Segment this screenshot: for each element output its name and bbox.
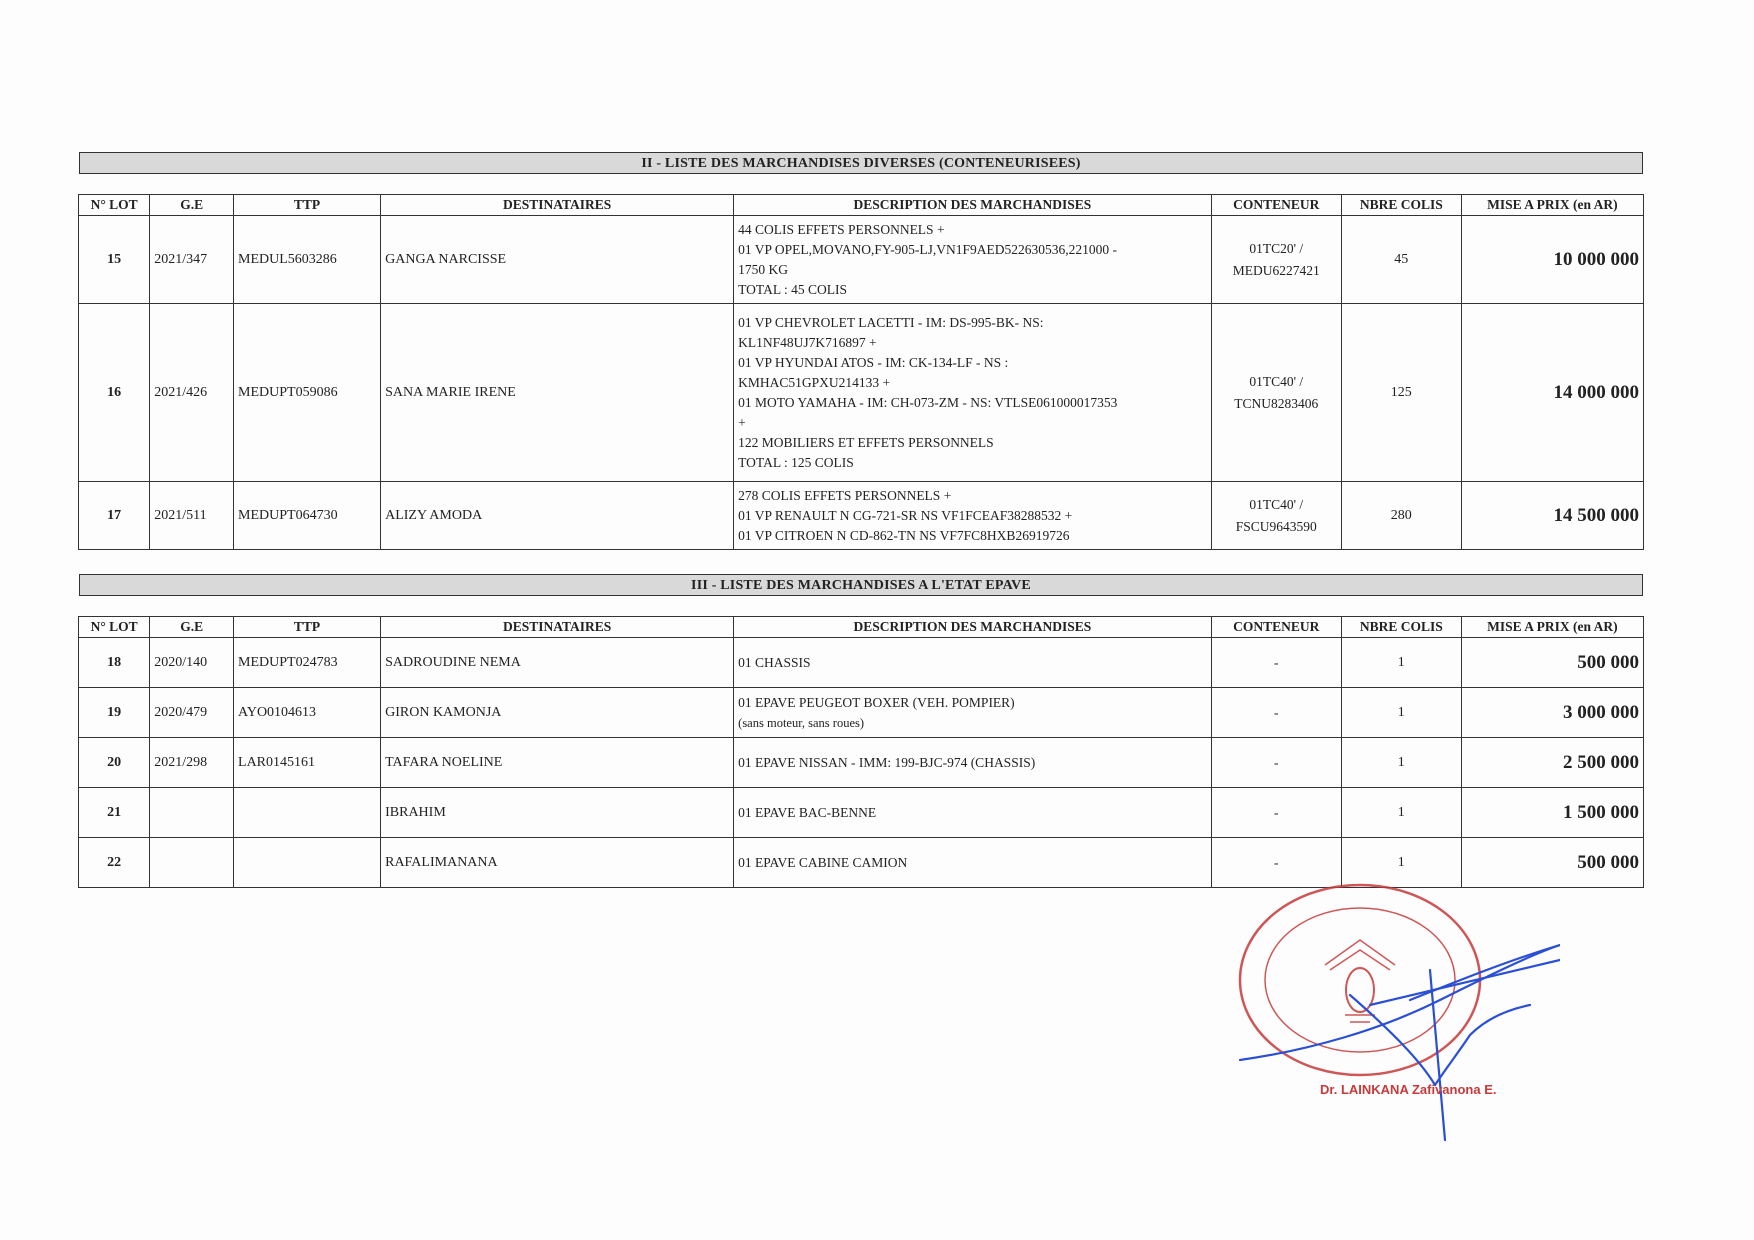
container-type: 01TC40' / [1249, 496, 1304, 512]
col-ttp-header: TTP [234, 617, 381, 638]
description-line: 01 VP OPEL,MOVANO,FY-905-LJ,VN1F9AED522630536,221000 - [738, 241, 1118, 257]
lot-number: 18 [79, 638, 150, 688]
container-info: - [1211, 838, 1341, 888]
starting-price: 3 000 000 [1461, 688, 1643, 738]
ge-number [150, 788, 234, 838]
col-ttp-header: TTP [234, 195, 381, 216]
goods-description [734, 304, 1212, 482]
col-description-header: DESCRIPTION DES MARCHANDISES [734, 195, 1212, 216]
goods-description [734, 688, 1212, 738]
table-row [79, 688, 1644, 738]
starting-price: 1 500 000 [1461, 788, 1643, 838]
starting-price: 2 500 000 [1461, 738, 1643, 788]
description-line: 1750 KG [738, 261, 789, 277]
container-info [1211, 482, 1341, 550]
ttp-number: MEDUPT059086 [234, 304, 381, 482]
starting-price: 14 000 000 [1461, 304, 1643, 482]
description-line: 01 CHASSIS [738, 654, 811, 670]
lot-number: 16 [79, 304, 150, 482]
goods-description [734, 838, 1212, 888]
description-line: 01 EPAVE NISSAN - IMM: 199-BJC-974 (CHASSIS) [738, 754, 1036, 770]
container-number: TCNU8283406 [1234, 395, 1319, 411]
table-header-row [79, 195, 1644, 216]
section-ii-title: II - LISTE DES MARCHANDISES DIVERSES (CONTENEURISEES) [79, 152, 1643, 174]
ttp-number: MEDUL5603286 [234, 216, 381, 304]
col-lot-header: N° LOT [79, 617, 150, 638]
goods-description [734, 638, 1212, 688]
description-line: 44 COLIS EFFETS PERSONNELS + [738, 221, 945, 237]
table-row [79, 304, 1644, 482]
description-line: 01 VP RENAULT N CG-721-SR NS VF1FCEAF38288532 + [738, 507, 1073, 523]
ttp-number [234, 788, 381, 838]
package-count: 1 [1341, 838, 1461, 888]
ge-number: 2020/479 [150, 688, 234, 738]
col-description-header: DESCRIPTION DES MARCHANDISES [734, 617, 1212, 638]
package-count: 1 [1341, 638, 1461, 688]
recipient-name: GANGA NARCISSE [381, 216, 734, 304]
starting-price: 500 000 [1461, 838, 1643, 888]
package-count: 125 [1341, 304, 1461, 482]
description-line: 122 MOBILIERS ET EFFETS PERSONNELS [738, 434, 994, 450]
starting-price: 14 500 000 [1461, 482, 1643, 550]
ttp-number: LAR0145161 [234, 738, 381, 788]
description-line: KMHAC51GPXU214133 + [738, 374, 891, 390]
lot-number: 15 [79, 216, 150, 304]
col-nbre-colis-header: NBRE COLIS [1341, 617, 1461, 638]
section-iii-title: III - LISTE DES MARCHANDISES A L'ETAT EPAVE [79, 574, 1643, 596]
table-header-row [79, 617, 1644, 638]
wreck-goods-table [78, 616, 1644, 888]
description-line: KL1NF48UJ7K716897 + [738, 334, 877, 350]
lot-number: 21 [79, 788, 150, 838]
goods-description [734, 788, 1212, 838]
description-line: 01 VP CHEVROLET LACETTI - IM: DS-995-BK- NS: [738, 314, 1044, 330]
lot-number: 22 [79, 838, 150, 888]
starting-price: 10 000 000 [1461, 216, 1643, 304]
container-info: - [1211, 788, 1341, 838]
recipient-name: SADROUDINE NEMA [381, 638, 734, 688]
package-count: 1 [1341, 738, 1461, 788]
table-row [79, 738, 1644, 788]
container-info: - [1211, 688, 1341, 738]
recipient-name: SANA MARIE IRENE [381, 304, 734, 482]
ttp-number [234, 838, 381, 888]
table-row [79, 638, 1644, 688]
starting-price: 500 000 [1461, 638, 1643, 688]
recipient-name: TAFARA NOELINE [381, 738, 734, 788]
ge-number: 2020/140 [150, 638, 234, 688]
col-destinataires-header: DESTINATAIRES [381, 617, 734, 638]
container-type: 01TC20' / [1249, 240, 1304, 256]
ttp-number: MEDUPT064730 [234, 482, 381, 550]
recipient-name: IBRAHIM [381, 788, 734, 838]
package-count: 45 [1341, 216, 1461, 304]
col-conteneur-header: CONTENEUR [1211, 195, 1341, 216]
description-line: 01 MOTO YAMAHA - IM: CH-073-ZM - NS: VTLSE061000017353 [738, 394, 1118, 410]
container-info: - [1211, 738, 1341, 788]
recipient-name: ALIZY AMODA [381, 482, 734, 550]
package-count: 280 [1341, 482, 1461, 550]
package-count: 1 [1341, 688, 1461, 738]
goods-description [734, 482, 1212, 550]
signature [1230, 910, 1560, 1150]
container-info: - [1211, 638, 1341, 688]
description-line: 01 VP CITROEN N CD-862-TN NS VF7FC8HXB26919726 [738, 527, 1070, 543]
description-line: 01 VP HYUNDAI ATOS - IM: CK-134-LF - NS : [738, 354, 1009, 370]
recipient-name: GIRON KAMONJA [381, 688, 734, 738]
description-line: TOTAL : 125 COLIS [738, 454, 854, 470]
container-number: FSCU9643590 [1235, 518, 1317, 534]
description-note: (sans moteur, sans roues) [738, 715, 865, 730]
signatory-name: Dr. LAINKANA Zafivanona E. [1320, 1082, 1497, 1097]
table-row [79, 216, 1644, 304]
ge-number [150, 838, 234, 888]
container-info [1211, 304, 1341, 482]
col-nbre-colis-header: NBRE COLIS [1341, 195, 1461, 216]
description-line: 01 EPAVE BAC-BENNE [738, 804, 877, 820]
ge-number: 2021/298 [150, 738, 234, 788]
description-line: 278 COLIS EFFETS PERSONNELS + [738, 487, 952, 503]
col-lot-header: N° LOT [79, 195, 150, 216]
col-conteneur-header: CONTENEUR [1211, 617, 1341, 638]
container-number: MEDU6227421 [1232, 262, 1320, 278]
ge-number: 2021/511 [150, 482, 234, 550]
ttp-number: MEDUPT024783 [234, 638, 381, 688]
ttp-number: AYO0104613 [234, 688, 381, 738]
description-line: 01 EPAVE PEUGEOT BOXER (VEH. POMPIER) [738, 694, 1015, 710]
col-ge-header: G.E [150, 617, 234, 638]
ge-number: 2021/426 [150, 304, 234, 482]
package-count: 1 [1341, 788, 1461, 838]
description-line: 01 EPAVE CABINE CAMION [738, 854, 908, 870]
containerized-goods-table [78, 194, 1644, 550]
col-destinataires-header: DESTINATAIRES [381, 195, 734, 216]
table-row [79, 482, 1644, 550]
ge-number: 2021/347 [150, 216, 234, 304]
col-mise-a-prix-header: MISE A PRIX (en AR) [1461, 195, 1643, 216]
lot-number: 17 [79, 482, 150, 550]
recipient-name: RAFALIMANANA [381, 838, 734, 888]
container-type: 01TC40' / [1249, 373, 1304, 389]
goods-description [734, 738, 1212, 788]
col-mise-a-prix-header: MISE A PRIX (en AR) [1461, 617, 1643, 638]
col-ge-header: G.E [150, 195, 234, 216]
lot-number: 19 [79, 688, 150, 738]
description-line: TOTAL : 45 COLIS [738, 281, 847, 297]
table-row [79, 788, 1644, 838]
lot-number: 20 [79, 738, 150, 788]
goods-description [734, 216, 1212, 304]
description-line: + [738, 414, 746, 430]
container-info [1211, 216, 1341, 304]
